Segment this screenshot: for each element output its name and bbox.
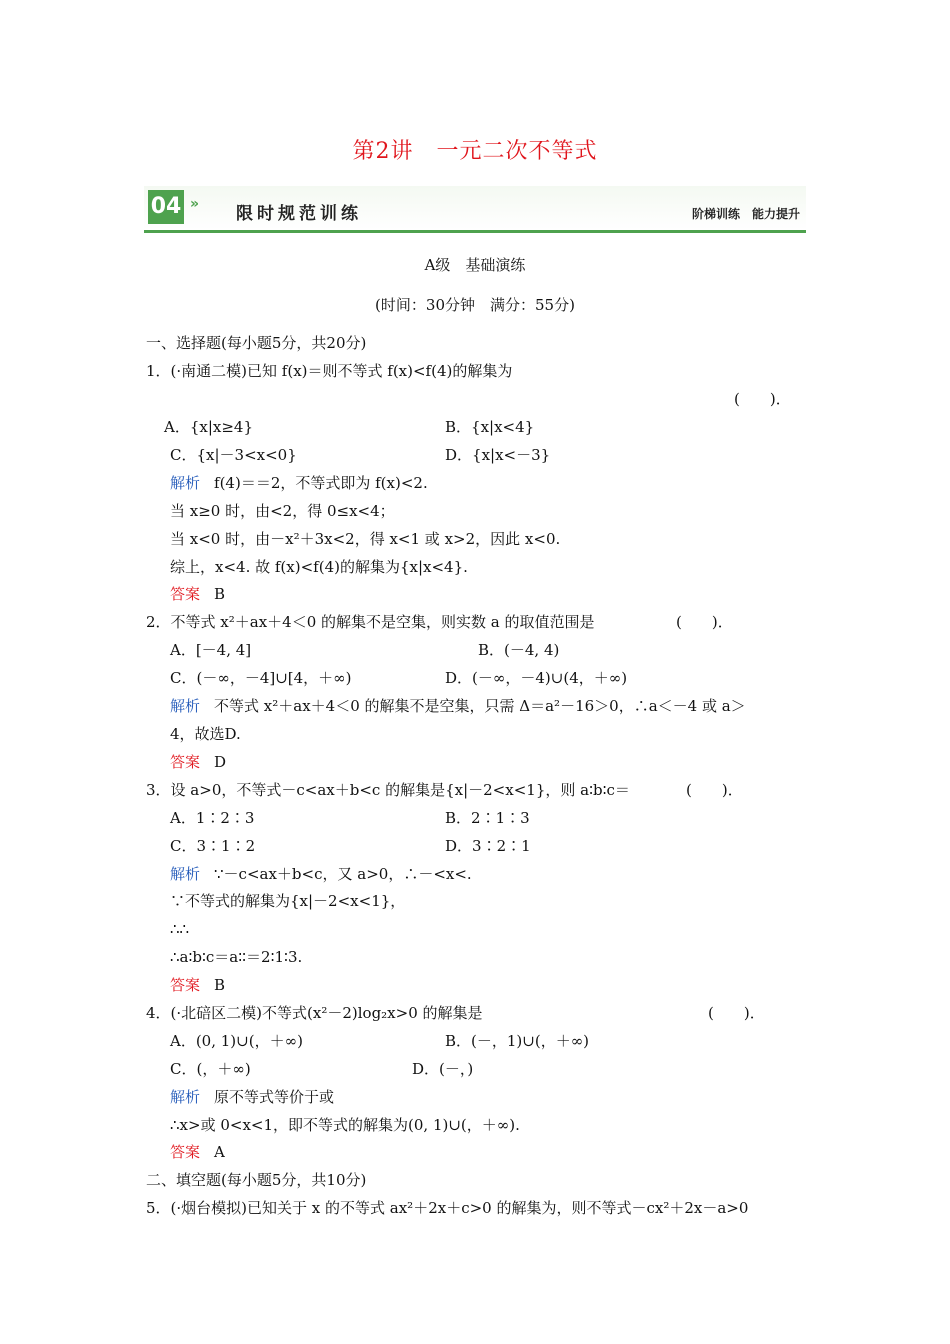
question-4-bracket: ( )． bbox=[708, 1004, 765, 1022]
q3-option-b: B．2∶1∶3 bbox=[445, 809, 530, 827]
question-1-stem: 1．(·南通二模)已知 f(x)＝则不等式 f(x)<f(4)的解集为 bbox=[146, 362, 513, 380]
q2-answer bbox=[170, 752, 226, 772]
q2-option-c: C．(－∞，－4]∪[4，＋∞) bbox=[170, 669, 352, 687]
banner-title: 限时规范训练 bbox=[236, 204, 362, 224]
time-info: (时间：30分钟 满分：55分) bbox=[375, 296, 575, 314]
q4-option-a: A．(0, 1)∪(，＋∞) bbox=[170, 1032, 303, 1050]
section-banner bbox=[144, 186, 806, 233]
q1-solution-line-1 bbox=[170, 473, 428, 493]
question-3-stem: 3．设 a>0，不等式－c<ax＋b<c 的解集是{x|－2<x<1}，则 a∶b∶c＝ bbox=[146, 781, 630, 799]
solution-text: 原不等式等价于或 bbox=[214, 1088, 335, 1106]
banner-number: 04 bbox=[148, 190, 184, 224]
q1-option-a: A．{x|x≥4} bbox=[164, 418, 254, 436]
q3-option-a: A．1∶2∶3 bbox=[170, 809, 255, 827]
solution-text: f(4)＝＝2，不等式即为 f(x)<2. bbox=[214, 474, 428, 492]
q2-option-b: B．(－4, 4) bbox=[478, 641, 560, 659]
q2-solution-line-1 bbox=[170, 696, 746, 716]
q1-solution-line-3: 当 x<0 时，由－x²＋3x<2，得 x<1 或 x>2，因此 x<0. bbox=[170, 530, 561, 548]
q1-option-d: D．{x|x<－3} bbox=[445, 446, 551, 464]
question-4-stem: 4．(·北碚区二模)不等式(x²－2)log₂x>0 的解集是 bbox=[146, 1004, 483, 1022]
page-title: 第2讲 一元二次不等式 bbox=[352, 139, 598, 164]
question-1-bracket: ( )． bbox=[734, 390, 791, 408]
section-heading-choice: 一、选择题(每小题5分，共20分) bbox=[146, 334, 367, 352]
solution-text: ∵－c<ax＋b<c，又 a>0，∴－<x<. bbox=[214, 865, 472, 883]
q1-option-c: C．{x|－3<x<0} bbox=[170, 446, 297, 464]
q1-solution-line-2: 当 x≥0 时，由<2，得 0≤x<4； bbox=[170, 502, 395, 520]
q1-solution-line-4: 综上，x<4. 故 f(x)<f(4)的解集为{x|x<4}. bbox=[170, 558, 468, 576]
section-heading-fill: 二、填空题(每小题5分，共10分) bbox=[146, 1171, 367, 1189]
q4-option-d: D．(－，) bbox=[412, 1060, 474, 1078]
solution-label: 解析 bbox=[170, 865, 201, 883]
q4-solution-line-2: ∴x>或 0<x<1，即不等式的解集为(0, 1)∪(，＋∞). bbox=[170, 1116, 520, 1134]
answer-label: 答案 bbox=[170, 585, 201, 603]
solution-label: 解析 bbox=[170, 1088, 201, 1106]
question-5-stem: 5．(·烟台模拟)已知关于 x 的不等式 ax²＋2x＋c>0 的解集为，则不等式－cx²＋2x－a>0 bbox=[146, 1199, 749, 1217]
answer-label: 答案 bbox=[170, 753, 201, 771]
q3-solution-line-3: ∴∴ bbox=[170, 920, 190, 938]
q2-solution-line-2: 4，故选D. bbox=[170, 725, 241, 743]
answer-value: B bbox=[214, 585, 226, 603]
q2-option-a: A．[－4, 4] bbox=[170, 641, 252, 659]
question-2-stem: 2．不等式 x²＋ax＋4＜0 的解集不是空集，则实数 a 的取值范围是 bbox=[146, 613, 595, 631]
q3-option-c: C．3∶1∶2 bbox=[170, 837, 256, 855]
banner-subtitle: 阶梯训练 能力提升 bbox=[691, 207, 800, 221]
answer-value: A bbox=[214, 1143, 225, 1161]
q3-solution-line-2: ∵不等式的解集为{x|－2<x<1}， bbox=[170, 892, 406, 910]
q4-answer bbox=[170, 1142, 225, 1162]
question-3-bracket: ( )． bbox=[686, 781, 743, 799]
q3-solution-line-1 bbox=[170, 864, 472, 884]
q4-solution-line-1 bbox=[170, 1087, 334, 1107]
q2-option-d: D．(－∞，－4)∪(4，＋∞) bbox=[445, 669, 628, 687]
answer-label: 答案 bbox=[170, 976, 201, 994]
solution-text: 不等式 x²＋ax＋4＜0 的解集不是空集，只需 Δ＝a²－16＞0，∴a＜－4 或 a＞ bbox=[214, 697, 746, 715]
solution-label: 解析 bbox=[170, 474, 201, 492]
q1-option-b: B．{x|x<4} bbox=[445, 418, 535, 436]
q1-answer bbox=[170, 584, 225, 604]
answer-value: B bbox=[214, 976, 226, 994]
level-heading: A级 基础演练 bbox=[424, 256, 526, 274]
answer-value: D bbox=[214, 753, 227, 771]
double-chevron-icon: » bbox=[190, 196, 200, 212]
question-2-bracket: ( )． bbox=[676, 613, 733, 631]
q3-option-d: D．3∶2∶1 bbox=[445, 837, 531, 855]
q4-option-c: C．(，＋∞) bbox=[170, 1060, 251, 1078]
q3-answer bbox=[170, 975, 225, 995]
answer-label: 答案 bbox=[170, 1143, 201, 1161]
solution-label: 解析 bbox=[170, 697, 201, 715]
q3-solution-line-4: ∴a∶b∶c＝a∶∶＝2∶1∶3. bbox=[170, 948, 303, 966]
q4-option-b: B．(－，1)∪(，＋∞) bbox=[445, 1032, 590, 1050]
